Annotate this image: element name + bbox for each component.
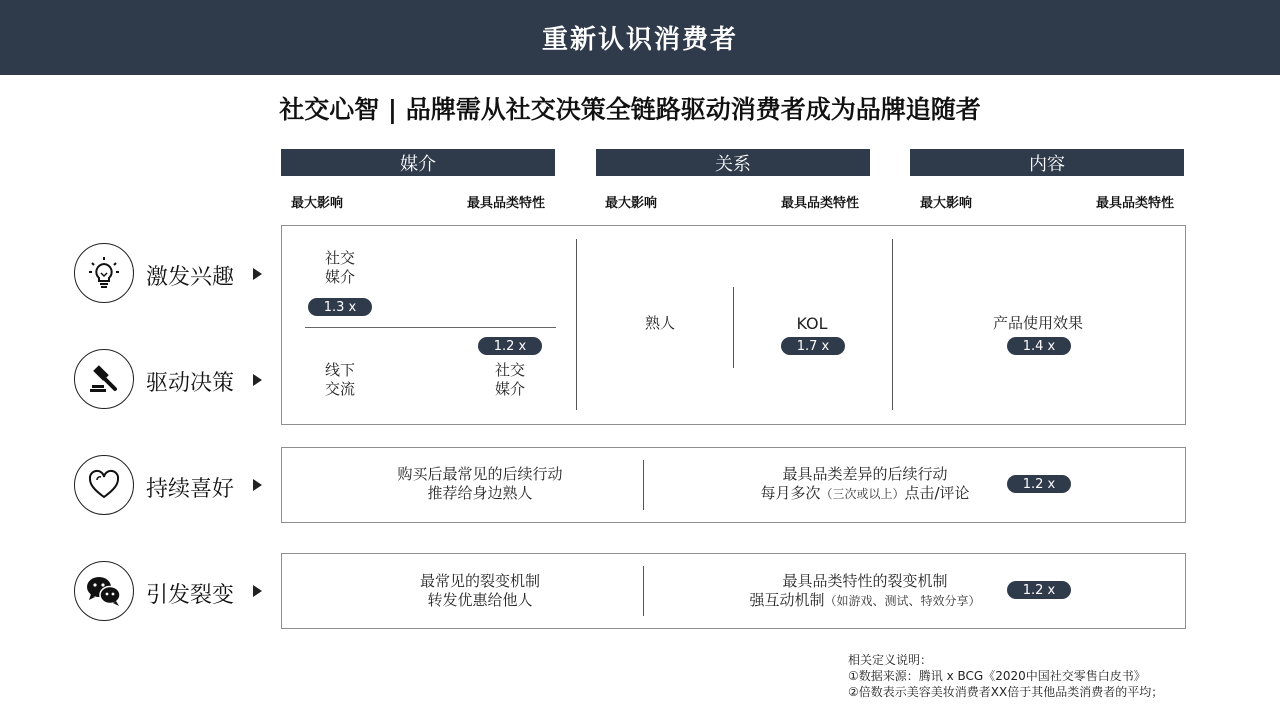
content-sub-max: 最大影响 bbox=[920, 196, 973, 211]
preference-value: 1.2 x bbox=[1007, 475, 1071, 493]
row-label-interest: 激发兴趣 bbox=[146, 265, 235, 290]
row-label-fission: 引发裂变 bbox=[146, 583, 235, 608]
column-header-media: 媒介 bbox=[281, 149, 555, 176]
media-decision-left: 线下 交流 bbox=[324, 361, 355, 398]
preference-right: 最具品类差异的后续行动 每月多次（三次或以上）点击/评论 bbox=[760, 465, 970, 502]
heart-icon bbox=[74, 455, 134, 515]
column-header-relation: 关系 bbox=[596, 149, 870, 176]
fission-value: 1.2 x bbox=[1007, 581, 1071, 599]
preference-left: 购买后最常见的后续行动 推荐给身边熟人 bbox=[397, 465, 563, 502]
lightbulb-icon bbox=[74, 243, 134, 303]
preference-divider bbox=[643, 460, 644, 510]
header-bar bbox=[0, 0, 1280, 75]
media-sub-max: 最大影响 bbox=[291, 196, 344, 211]
fission-left: 最常见的裂变机制 转发优惠给他人 bbox=[419, 572, 540, 609]
divider-relation-content bbox=[892, 239, 893, 410]
divider-media-inner bbox=[305, 327, 556, 328]
content-value: 1.4 x bbox=[1007, 337, 1071, 355]
arrow-right-icon bbox=[253, 479, 262, 491]
content-sub-category: 最具品类特性 bbox=[1096, 196, 1175, 211]
fission-right: 最具品类特性的裂变机制 强互动机制（如游戏、测试、特效分享） bbox=[749, 572, 981, 609]
relation-sub-category: 最具品类特性 bbox=[781, 196, 860, 211]
relation-right-label: KOL bbox=[796, 314, 828, 333]
arrow-right-icon bbox=[253, 268, 262, 280]
relation-left-label: 熟人 bbox=[644, 314, 675, 332]
divider-relation-inner bbox=[733, 287, 734, 368]
arrow-right-icon bbox=[253, 585, 262, 597]
gavel-icon bbox=[74, 349, 134, 409]
fission-divider bbox=[643, 566, 644, 616]
divider-media-relation bbox=[576, 239, 577, 410]
footnotes: 相关定义说明： ①数据来源：腾讯 x BCG《2020中国社交零售白皮书》 ②倍数表示美容美妆消费者XX倍于其他品类消费者的平均； bbox=[848, 653, 1164, 699]
row-label-preference: 持续喜好 bbox=[146, 477, 235, 502]
wechat-icon bbox=[74, 561, 134, 621]
arrow-right-icon bbox=[253, 374, 262, 386]
media-sub-category: 最具品类特性 bbox=[467, 196, 546, 211]
row-label-decision: 驱动决策 bbox=[146, 371, 235, 396]
media-interest-value: 1.3 x bbox=[308, 298, 372, 316]
page-title: 重新认识消费者 bbox=[541, 25, 738, 55]
content-label: 产品使用效果 bbox=[992, 314, 1083, 332]
media-decision-right: 社交 媒介 bbox=[494, 361, 525, 398]
column-header-content: 内容 bbox=[910, 149, 1184, 176]
relation-right-value: 1.7 x bbox=[781, 337, 845, 355]
relation-sub-max: 最大影响 bbox=[605, 196, 658, 211]
page-subtitle: 社交心智 | 品牌需从社交决策全链路驱动消费者成为品牌追随者 bbox=[279, 95, 981, 124]
media-interest-label: 社交 媒介 bbox=[324, 249, 355, 286]
media-decision-value: 1.2 x bbox=[478, 337, 542, 355]
